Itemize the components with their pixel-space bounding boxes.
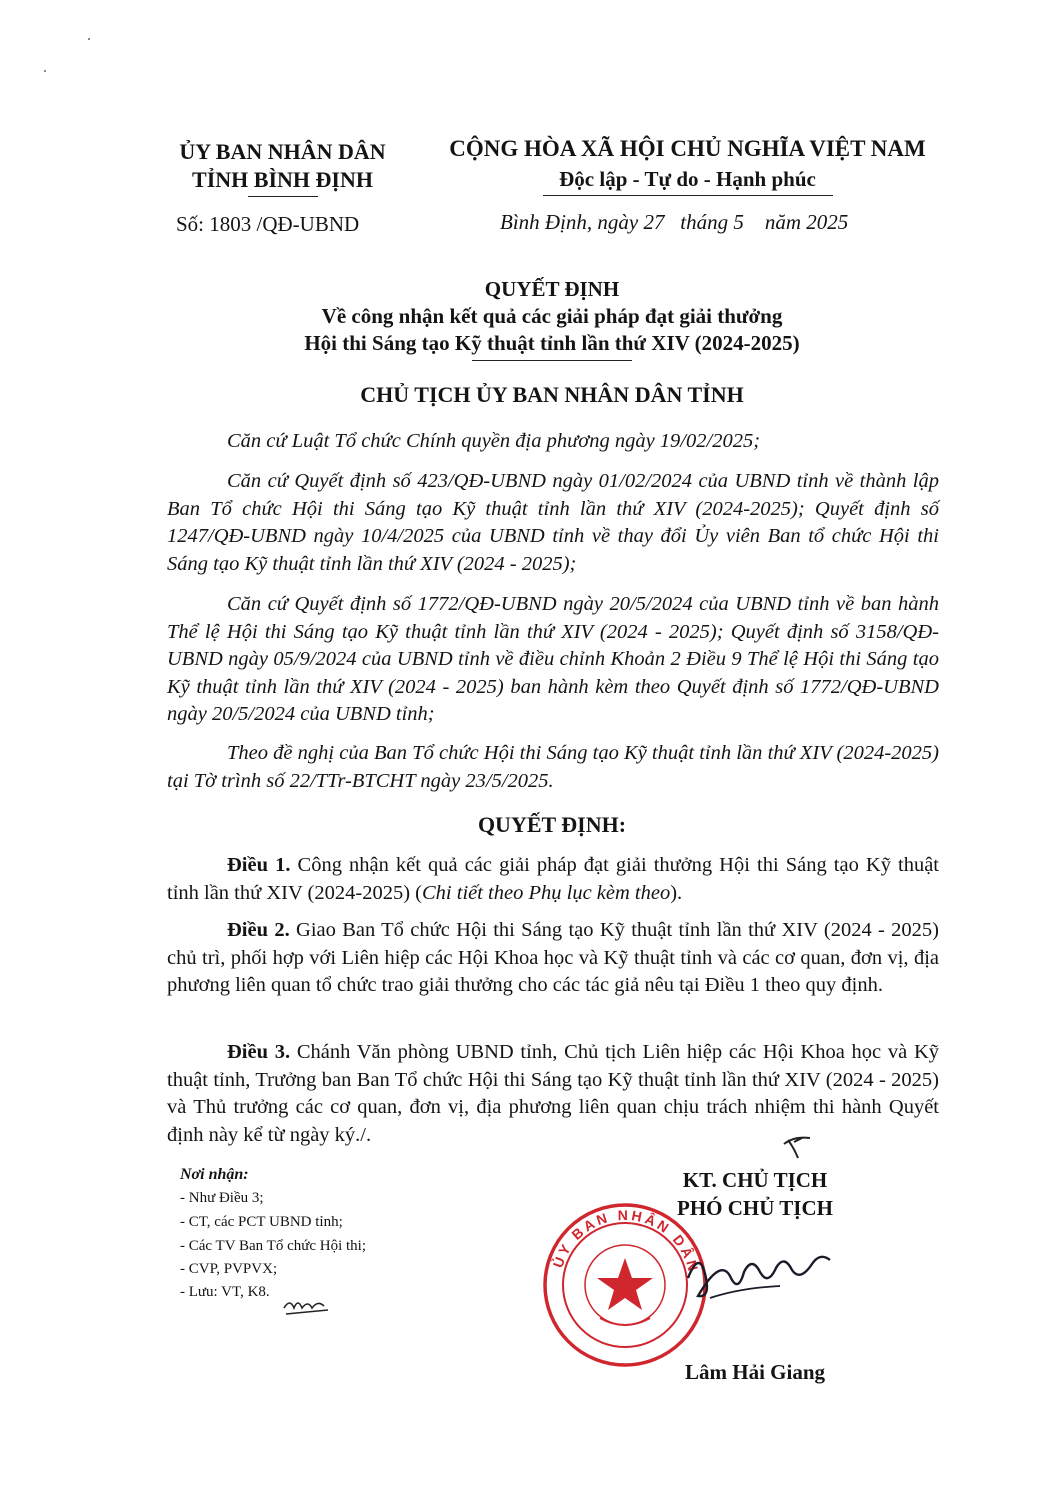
place-date: Bình Định, ngày 27 tháng 5 năm 2025 <box>500 210 849 234</box>
country-name: CỘNG HÒA XÃ HỘI CHỦ NGHĨA VIỆT NAM <box>449 136 926 161</box>
article-3-text: Chánh Văn phòng UBND tỉnh, Chủ tịch Liên hiệp các Hội Khoa học và Kỹ thuật tỉnh, Trưởng ban Ban Tổ chức Hội thi Sáng tạo Kỹ thuật tỉnh lần thứ XIV (2024 - 2025) và Thủ trưởng các cơ quan, đơn vị, địa phương liên quan chịu trách nhiệm thi hành Quyết định này kể từ ngày ký./. <box>167 1041 939 1146</box>
document-title <box>100 276 1004 361</box>
signature-role-2: PHÓ CHỦ TỊCH <box>677 1196 833 1220</box>
issuer-line2: TỈNH BÌNH ĐỊNH <box>192 167 373 192</box>
article-1-text: Công nhận kết quả các giải pháp đạt giải thưởng Hội thi Sáng tạo Kỹ thuật tỉnh lần thứ XIV (2024-2025) ( <box>167 854 940 904</box>
preamble-3: Căn cứ Quyết định số 1772/QĐ-UBND ngày 20/5/2024 của UBND tỉnh về ban hành Thể lệ Hội thi Sáng tạo Kỹ thuật tỉnh lần thứ XIV (2024 - 2025); Quyết định số 3158/QĐ-UBND ngày 05/9/2024 của UBND tỉnh về điều chỉnh Khoản 2 Điều 9 Thể lệ Hội thi Sáng tạo Kỹ thuật tỉnh lần thứ XIV (2024 - 2025) ban hành kèm theo Quyết định số 1772/QĐ-UBND ngày 20/5/2024 của UBND tỉnh; <box>167 593 939 725</box>
signer-name: Lâm Hải Giang <box>684 1360 826 1384</box>
article-1-tail: ). <box>670 881 683 904</box>
article-1-label: Điều 1. <box>227 854 291 876</box>
national-heading <box>430 134 945 196</box>
document-number: Số: 1803 /QĐ-UBND <box>176 212 360 236</box>
article-2-text: Giao Ban Tổ chức Hội thi Sáng tạo Kỹ thuật tỉnh lần thứ XIV (2024 - 2025) chủ trì, phối hợp với Liên hiệp các Hội Khoa học và Kỹ thuật tỉnh và các cơ quan, đơn vị, địa phương liên quan tổ chức trao giải thưởng cho các tác giả nêu tại Điều 1 theo quy định. <box>167 919 939 996</box>
preamble-1: Căn cứ Luật Tổ chức Chính quyền địa phương ngày 19/02/2025; <box>227 430 761 452</box>
article-2-label: Điều 2. <box>227 919 290 941</box>
article-1 <box>167 852 939 907</box>
motto-underline <box>543 195 833 196</box>
scan-speck <box>88 38 90 40</box>
title-line1: QUYẾT ĐỊNH <box>484 277 620 301</box>
title-underline <box>472 360 632 361</box>
recipient-item: - CT, các PCT UBND tỉnh; <box>180 1214 343 1230</box>
scan-speck <box>44 70 46 72</box>
recipient-item: - Như Điều 3; <box>180 1190 264 1206</box>
recipient-item: - CVP, PVPVX; <box>180 1261 278 1277</box>
national-motto: Độc lập - Tự do - Hạnh phúc <box>559 167 816 191</box>
signature-roles <box>600 1166 910 1222</box>
issuer-line1: ỦY BAN NHÂN DÂN <box>179 139 386 164</box>
issuing-authority: CHỦ TỊCH ỦY BAN NHÂN DÂN TỈNH <box>360 382 744 407</box>
article-3-label: Điều 3. <box>227 1041 291 1063</box>
title-line3: Hội thi Sáng tạo Kỹ thuật tỉnh lần thứ XIV (2024-2025) <box>304 331 800 355</box>
svg-text:ỦY BAN NHÂN DÂN: ỦY BAN NHÂN DÂN <box>549 1206 703 1276</box>
decision-heading: QUYẾT ĐỊNH: <box>477 812 627 837</box>
issuer-block <box>150 138 415 197</box>
initials-scribble <box>280 1294 336 1316</box>
issuer-underline <box>248 196 318 197</box>
article-2 <box>167 917 939 1000</box>
title-line2: Về công nhận kết quả các giải pháp đạt giải thưởng <box>321 304 783 328</box>
signature-role-1: KT. CHỦ TỊCH <box>682 1168 828 1192</box>
handwritten-signature <box>680 1238 840 1308</box>
article-3 <box>167 1039 939 1149</box>
article-1-italic: Chi tiết theo Phụ lục kèm theo <box>422 881 671 904</box>
recipients-title: Nơi nhận: <box>180 1166 249 1183</box>
preamble-4: Theo đề nghị của Ban Tổ chức Hội thi Sáng tạo Kỹ thuật tỉnh lần thứ XIV (2024-2025) tại Tờ trình số 22/TTr-BTCHT ngày 23/5/2025. <box>167 742 939 792</box>
recipient-item: - Các TV Ban Tổ chức Hội thi; <box>180 1238 367 1254</box>
preamble-2: Căn cứ Quyết định số 423/QĐ-UBND ngày 01/02/2024 của UBND tỉnh về thành lập Ban Tổ chức Hội thi Sáng tạo Kỹ thuật tỉnh lần thứ XIV (2024-2025); Quyết định số 1247/QĐ-UBND ngày 10/4/2025 của UBND tỉnh về thay đổi Ủy viên Ban tổ chức Hội thi Sáng tạo Kỹ thuật tỉnh lần thứ XIV (2024 - 2025); <box>167 470 939 575</box>
recipient-item: - Lưu: VT, K8. <box>180 1284 270 1300</box>
handwritten-tick <box>780 1134 814 1160</box>
